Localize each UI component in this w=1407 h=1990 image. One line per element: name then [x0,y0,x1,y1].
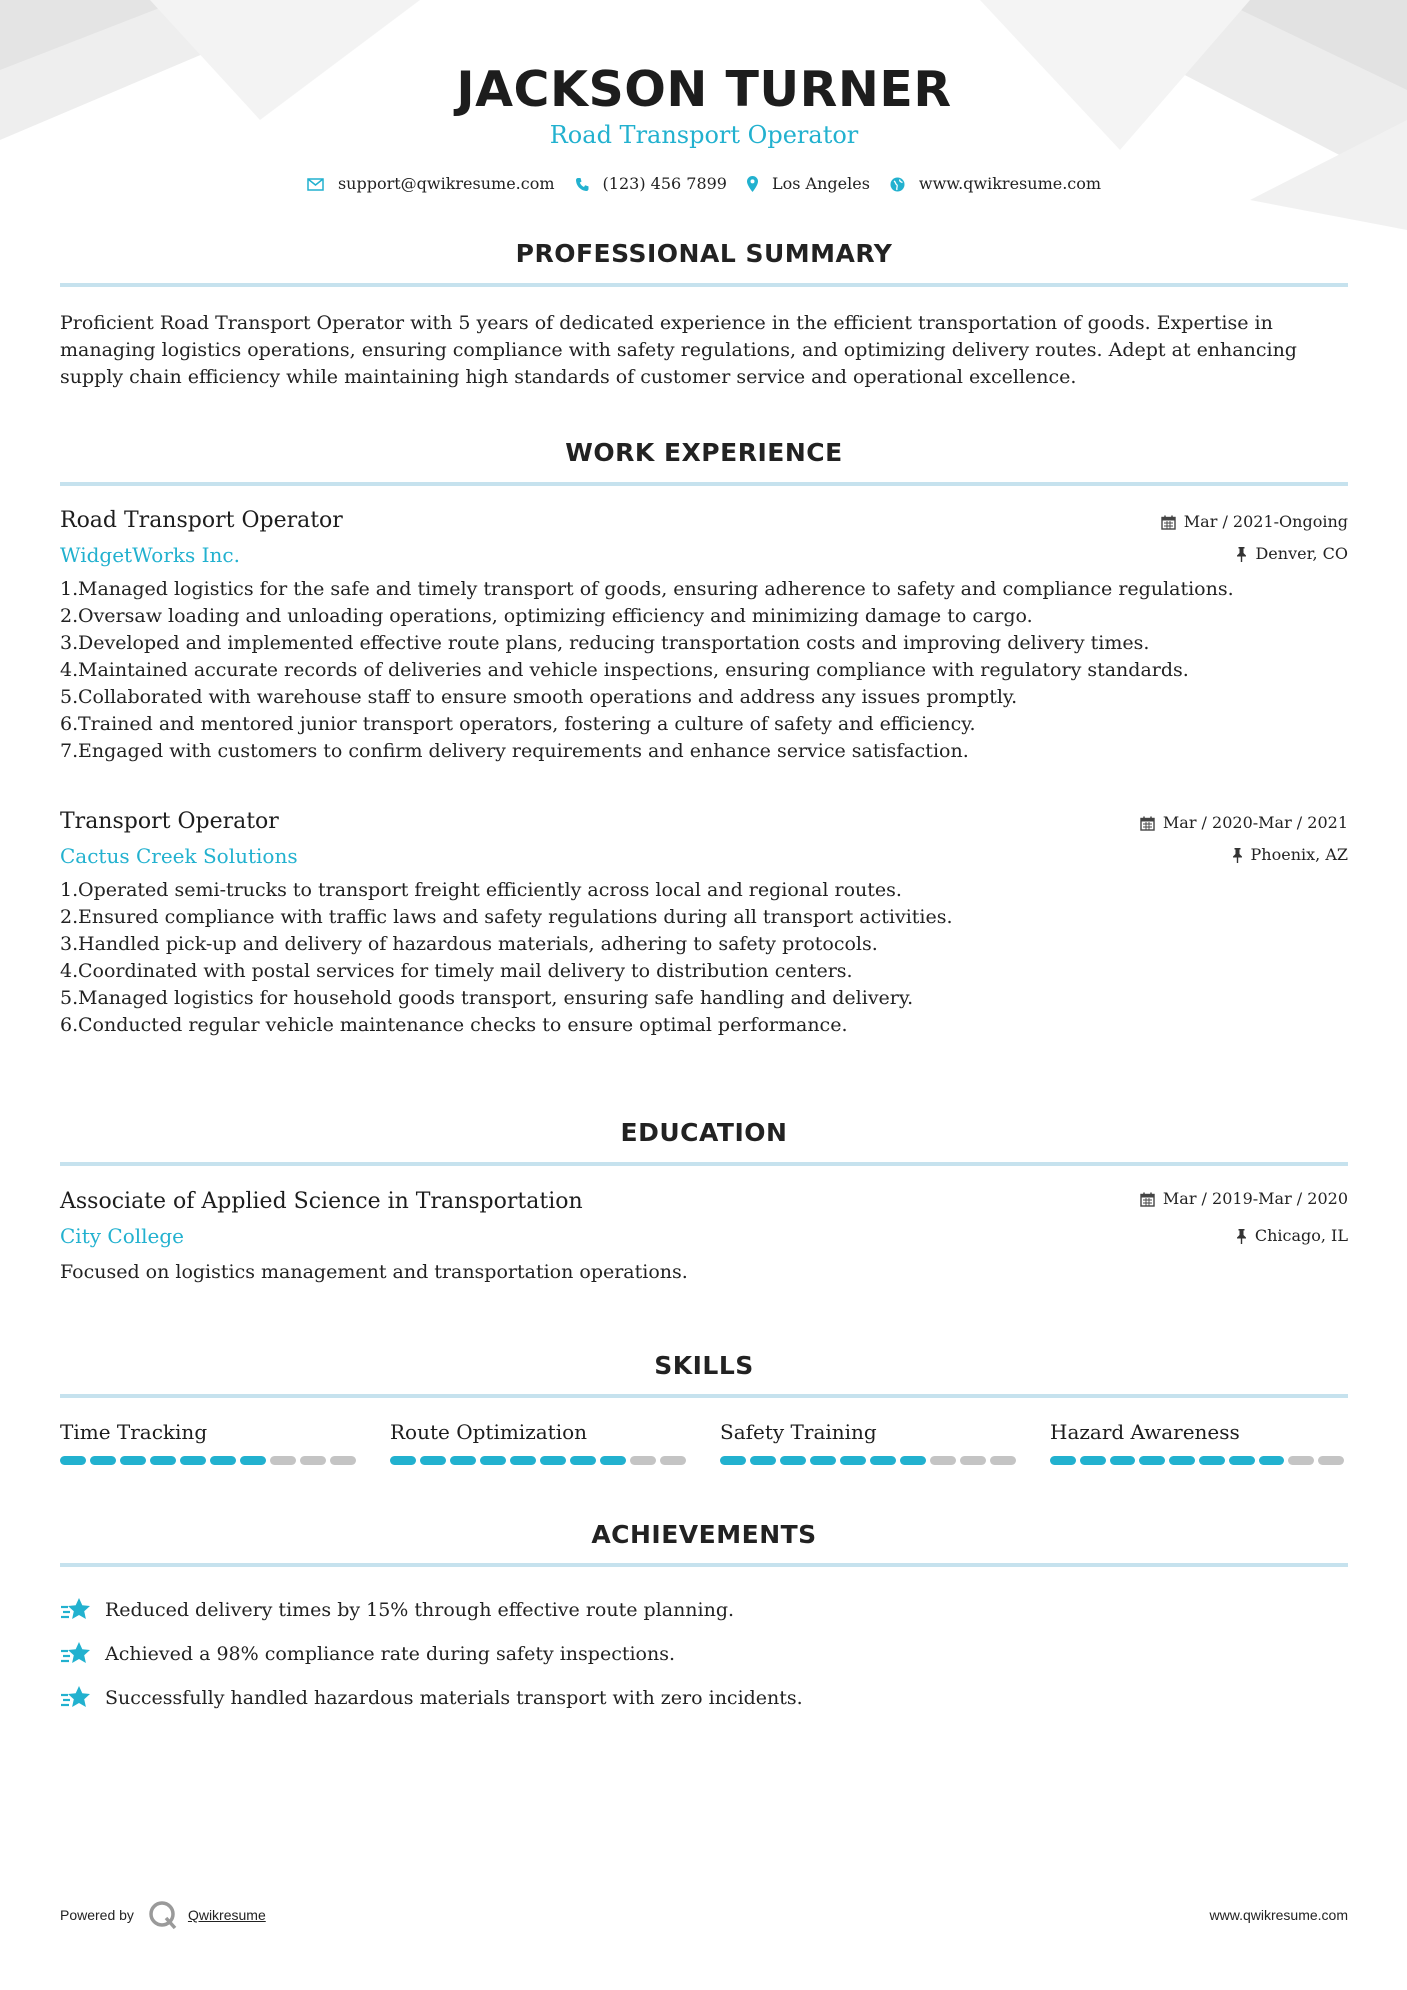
skill-segment-filled [240,1456,266,1465]
contact-location [747,172,870,196]
skill-segment-filled [600,1456,626,1465]
calendar-icon [1161,515,1176,530]
contact-bar [60,172,1348,196]
skill-segment-empty [660,1456,686,1465]
achievement-text: Achieved a 98% compliance rate during safety inspections. [105,1643,676,1665]
powered-by-label: Powered by [60,1907,134,1923]
skill-name: Route Optimization [390,1420,588,1444]
skill-segment-filled [1110,1456,1136,1465]
achievement-item [60,1676,1348,1720]
achievement-text: Reduced delivery times by 15% through effective route planning. [105,1599,735,1621]
education-description: Focused on logistics management and transportation operations. [60,1261,688,1283]
job-location [1236,542,1348,566]
skill-item [390,1418,720,1465]
education-location-text: Chicago, IL [1254,1226,1348,1245]
calendar-icon [1140,1192,1155,1207]
job-bullets [60,877,1348,1039]
skills-heading: SKILLS [654,1351,754,1380]
skill-segment-empty [960,1456,986,1465]
skill-segment-filled [900,1456,926,1465]
map-marker-icon [747,176,758,192]
star-icon [60,1685,93,1711]
skill-segment-empty [300,1456,326,1465]
skill-segment-filled [1080,1456,1106,1465]
skill-segment-filled [810,1456,836,1465]
experience-heading: WORK EXPERIENCE [565,438,843,467]
education-location [1236,1224,1348,1248]
skill-segment-filled [570,1456,596,1465]
phone-icon [575,177,589,192]
skill-level-bar [390,1456,720,1465]
candidate-title: Road Transport Operator [549,121,859,149]
contact-website-text: www.qwikresume.com [918,174,1102,193]
skill-segment-filled [1259,1456,1285,1465]
job-bullet: 3.Handled pick-up and delivery of hazardous materials, adhering to safety protocols. [60,933,878,955]
achievement-text: Successfully handled hazardous materials transport with zero incidents. [105,1687,803,1709]
star-icon [60,1597,93,1623]
skills-divider [60,1394,1348,1398]
job-bullet: 4.Maintained accurate records of deliveries and vehicle inspections, ensuring compliance with regulatory standards. [60,659,1189,681]
job-bullet: 2.Ensured compliance with traffic laws and safety regulations during all transport activities. [60,906,953,928]
skill-segment-filled [1139,1456,1165,1465]
contact-email-text: support@qwikresume.com [337,174,555,193]
star-icon [60,1641,93,1667]
skill-level-bar [60,1456,390,1465]
skill-segment-filled [60,1456,86,1465]
skill-segment-filled [750,1456,776,1465]
skill-segment-empty [1288,1456,1314,1465]
skill-segment-filled [840,1456,866,1465]
pushpin-icon [1236,547,1247,562]
job-dates-text: Mar / 2020-Mar / 2021 [1162,813,1348,832]
job-bullet: 1.Managed logistics for the safe and timely transport of goods, ensuring adherence to safety and compliance regulations. [60,578,1234,600]
pushpin-icon [1236,1229,1247,1244]
experience-divider [60,482,1348,486]
education-degree: Associate of Applied Science in Transportation [60,1189,583,1214]
contact-phone-text: (123) 456 7899 [602,174,727,193]
job-bullets [60,576,1348,765]
skill-segment-empty [270,1456,296,1465]
qwikresume-logo-icon [148,1900,178,1930]
footer-website-link[interactable]: www.qwikresume.com [1209,1907,1348,1923]
globe-icon [890,177,905,192]
achievement-item [60,1632,1348,1676]
job-bullet: 6.Conducted regular vehicle maintenance checks to ensure optimal performance. [60,1014,848,1036]
skill-segment-filled [420,1456,446,1465]
skill-segment-filled [1199,1456,1225,1465]
achievements-divider [60,1563,1348,1567]
job-dates-text: Mar / 2021-Ongoing [1183,512,1348,531]
job-location-text: Denver, CO [1255,544,1348,563]
summary-divider [60,283,1348,287]
skill-segment-empty [1318,1456,1344,1465]
pushpin-icon [1232,848,1243,863]
job-title: Road Transport Operator [60,508,343,533]
footer [60,1900,1348,1930]
job-bullet: 5.Managed logistics for household goods transport, ensuring safe handling and delivery. [60,987,914,1009]
skill-segment-filled [210,1456,236,1465]
skill-name: Time Tracking [60,1420,208,1444]
job-dates [1161,510,1348,534]
contact-phone[interactable] [575,172,727,196]
job-location [1232,843,1348,867]
calendar-icon [1140,816,1155,831]
skill-segment-filled [180,1456,206,1465]
skill-segment-filled [390,1456,416,1465]
skill-item [720,1418,1050,1465]
contact-location-text: Los Angeles [771,174,870,193]
skill-segment-filled [720,1456,746,1465]
envelope-icon [307,178,324,191]
skill-name: Hazard Awareness [1050,1420,1240,1444]
skill-segment-filled [1050,1456,1076,1465]
skill-segment-filled [1169,1456,1195,1465]
skill-item [1050,1418,1348,1465]
contact-email[interactable] [307,172,555,196]
education-dates-text: Mar / 2019-Mar / 2020 [1162,1189,1348,1208]
skill-segment-filled [780,1456,806,1465]
skill-segment-filled [1229,1456,1255,1465]
summary-heading: PROFESSIONAL SUMMARY [515,239,893,268]
skill-item [60,1418,390,1465]
contact-website[interactable] [890,172,1101,196]
achievements-heading: ACHIEVEMENTS [591,1520,817,1549]
job-company: Cactus Creek Solutions [60,844,298,868]
job-dates [1140,811,1348,835]
education-school: City College [60,1224,185,1248]
skill-level-bar [720,1456,1050,1465]
skill-name: Safety Training [720,1420,877,1444]
skill-segment-filled [870,1456,896,1465]
skill-segment-filled [480,1456,506,1465]
skill-segment-filled [150,1456,176,1465]
job-bullet: 6.Trained and mentored junior transport operators, fostering a culture of safety and efficiency. [60,713,976,735]
job-bullet: 1.Operated semi-trucks to transport freight efficiently across local and regional routes. [60,879,902,901]
job-bullet: 3.Developed and implemented effective route plans, reducing transportation costs and improving delivery times. [60,632,1150,654]
job-title: Transport Operator [60,809,279,834]
skill-segment-empty [330,1456,356,1465]
candidate-name: JACKSON TURNER [456,61,952,118]
skill-segment-filled [540,1456,566,1465]
job-bullet: 5.Collaborated with warehouse staff to ensure smooth operations and address any issues promptly. [60,686,1018,708]
job-bullet: 2.Oversaw loading and unloading operations, optimizing efficiency and minimizing damage to cargo. [60,605,1033,627]
skill-segment-empty [630,1456,656,1465]
skill-segment-filled [120,1456,146,1465]
achievements-list [60,1588,1348,1720]
skill-segment-empty [990,1456,1016,1465]
job-bullet: 4.Coordinated with postal services for timely mail delivery to distribution centers. [60,960,853,982]
skill-level-bar [1050,1456,1348,1465]
skills-list [60,1418,1348,1465]
skill-segment-filled [510,1456,536,1465]
job-location-text: Phoenix, AZ [1250,845,1348,864]
skill-segment-filled [90,1456,116,1465]
summary-text: Proficient Road Transport Operator with 5 years of dedicated experience in the efficient transportation of goods. Expertise in managing logistics operations, ensuring compliance with safety regulations, and optimizing delivery routes. Adept at enhancing supply chain efficiency while maintaining high standards of customer service and operational excellence. [60,312,1297,388]
education-heading: EDUCATION [620,1118,788,1147]
education-divider [60,1162,1348,1166]
education-dates [1140,1187,1348,1211]
skill-segment-empty [930,1456,956,1465]
job-company: WidgetWorks Inc. [60,543,240,567]
job-bullet: 7.Engaged with customers to confirm delivery requirements and enhance service satisfaction. [60,740,969,762]
skill-segment-filled [450,1456,476,1465]
achievement-item [60,1588,1348,1632]
qwikresume-link[interactable]: Qwikresume [187,1907,266,1923]
